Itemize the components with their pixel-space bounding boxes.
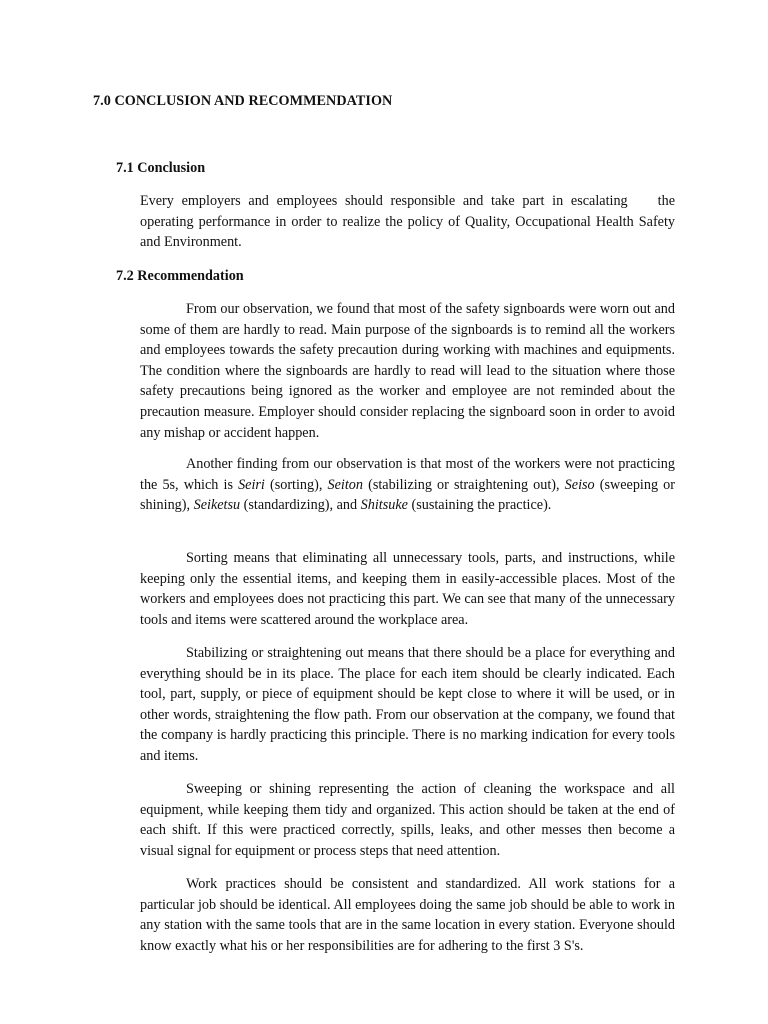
text-run: (sorting), (264, 476, 328, 493)
recommendation-paragraph-2 (140, 454, 675, 516)
conclusion-heading: 7.1 Conclusion (116, 160, 206, 176)
text-run: (stabilizing or straightening out), (362, 476, 565, 493)
term-seiton: Seiton (327, 476, 363, 493)
term-seiketsu: Seiketsu (193, 497, 241, 514)
term-shitsuke: Shitsuke (360, 497, 408, 514)
text-run: (sustaining the practice). (407, 497, 552, 514)
recommendation-paragraph-1: From our observation, we found that most of the safety signboards were worn out and some of them are hardly to read. Main purpose of the signboards is to remind all the workers and employees towards the safety precaution during working with machines and equipments. The condition where the signboards are hardly to read will lead to the situation where those safety precautions being ignored as the worker and employee are not reminded about the precaution measure. Employer should consider replacing the signboard soon in order to avoid any mishap or accident happen. (140, 301, 675, 441)
recommendation-paragraph-5: Sweeping or shining representing the action of cleaning the workspace and all equipment, while keeping them tidy and organized. This action should be taken at the end of each shift. If this were practiced correctly, spills, leaks, and other messes then become a visual signal for equipment or process steps that need attention. (140, 781, 675, 859)
term-seiso: Seiso (564, 476, 595, 493)
text-run: Another finding from our observation is that most of the workers were not practicing the 5s, which is (140, 456, 675, 493)
recommendation-heading: 7.2 Recommendation (116, 268, 244, 284)
main-heading: 7.0 CONCLUSION AND RECOMMENDATION (93, 93, 393, 109)
conclusion-text-part2: the operating performance in order to realize the policy of Quality, Occupational Health Safety and Environment. (140, 193, 675, 251)
recommendation-paragraph-4: Stabilizing or straightening out means that there should be a place for everything and everything should be in its place. The place for each item should be clearly indicated. Each tool, part, supply, or piece of equipment should be kept close to where it will be used, or in other words, straightening the flow path. From our observation at the company, we found that the company is hardly practicing this principle. There is no marking indication for every tools and items. (140, 645, 675, 764)
term-seiri: Seiri (238, 476, 265, 493)
text-run: (sweeping or shining), (140, 476, 675, 514)
recommendation-paragraph-3: Sorting means that eliminating all unnecessary tools, parts, and instructions, while keeping only the essential items, and keeping them in easily-accessible places. Most of the workers and employees does not practicing this part. We can see that many of the unnecessary tools and items were scattered around the workplace area. (140, 550, 675, 628)
conclusion-text-part1: Every employers and employees should responsible and take part in escalating (140, 193, 628, 209)
conclusion-paragraph (140, 191, 675, 253)
text-run: (standardizing), and (240, 497, 361, 514)
recommendation-paragraph-6: Work practices should be consistent and standardized. All work stations for a particular job should be identical. All employees doing the same job should be able to work in any station with the same tools that are in the same location in every station. Everyone should know exactly what his or her responsibilities are for adhering to the first 3 S's. (140, 876, 675, 954)
